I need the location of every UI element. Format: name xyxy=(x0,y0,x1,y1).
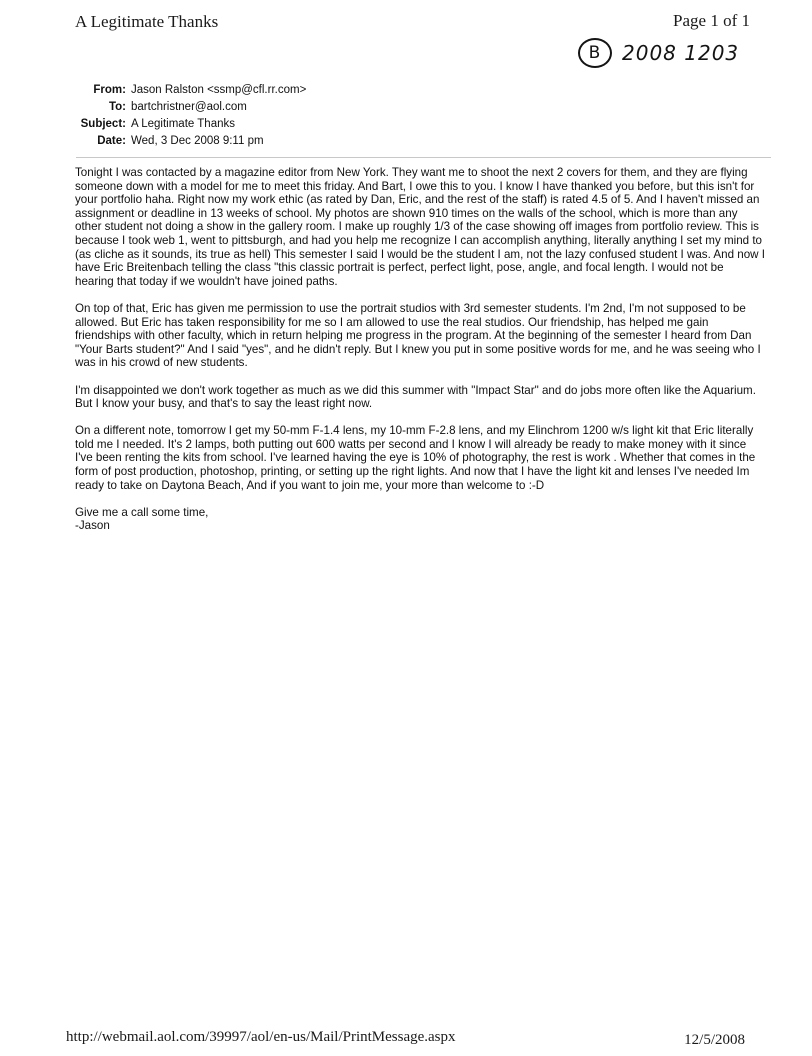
email-headers xyxy=(76,82,306,150)
email-body xyxy=(75,166,765,533)
print-page-title: A Legitimate Thanks xyxy=(75,12,219,31)
from-value: Jason Ralston <ssmp@cfl.rr.com> xyxy=(131,84,307,96)
to-row xyxy=(76,99,306,116)
date-value: Wed, 3 Dec 2008 9:11 pm xyxy=(131,135,264,147)
from-label: From: xyxy=(93,84,126,96)
handwritten-date: 2008 1203 xyxy=(622,41,740,65)
date-label: Date: xyxy=(97,135,126,147)
print-footer-url: http://webmail.aol.com/39997/aol/en-us/Mail/PrintMessage.aspx xyxy=(66,1029,456,1045)
subject-label: Subject: xyxy=(80,118,126,130)
closing-line: Give me a call some time, xyxy=(75,505,209,519)
to-value: bartchristner@aol.com xyxy=(131,101,247,113)
subject-value: A Legitimate Thanks xyxy=(131,118,235,130)
subject-row xyxy=(76,116,306,133)
body-paragraph: On a different note, tomorrow I get my 50-mm F-1.4 lens, my 10-mm F-2.8 lens, and my Elinchrom 1200 w/s light kit that Eric literally told me I needed. It's 2 lamps, both putting out 600 watts per second and I know I will already be ready to make money with it since I've been renting the kits from school. I've learned having the eye is 10% of photography, the rest is work . Whether that comes in the form of post production, photoshop, printing, or setting up the right lights. And now that I have the light kit and lenses I've needed Im ready to take on Daytona Beach, And if you want to join me, your more than welcome to :-D xyxy=(75,424,756,492)
body-paragraph: On top of that, Eric has given me permission to use the portrait studios with 3rd semester students. I'm 2nd, I'm not supposed to be allowed. But Eric has taken responsibility for me so I am allowed to use the real studios. Our friendship, has helped me gain friendships with other faculty, which in return helping me progress in the program. At the beginning of the semester I heard from Dan "Your Barts student?" And I said "yes", and he didn't reply. But I knew you put in some positive words for me, and he was seeing who I was in his crowd of new students. xyxy=(75,301,761,370)
print-footer-date: 12/5/2008 xyxy=(684,1032,745,1048)
signature: -Jason xyxy=(75,519,110,533)
from-row xyxy=(76,82,306,99)
body-paragraph: I'm disappointed we don't work together as much as we did this summer with "Impact Star" and do jobs more often like the Aquarium. But I know your busy, and that's to say the least right now. xyxy=(75,383,756,411)
date-row xyxy=(76,133,306,150)
to-label: To: xyxy=(108,101,126,113)
print-page-number: Page 1 of 1 xyxy=(673,11,750,30)
circled-letter: B xyxy=(578,38,612,68)
body-paragraph: Tonight I was contacted by a magazine editor from New York. They want me to shoot the next 2 covers for them, and they are flying someone down with a model for me to meet this friday. And Bart, I owe this to you. I know I have thanked you before, but this isn't for your portfolio haha. Right now my work ethic (as rated by Dan, Eric, and the rest of the staff) is rated 4.5 of 5. And I haven't missed an assignment or deadline in 13 weeks of school. My photos are shown 910 times on the walls of the school, which is more than any other student not doing a show in the gallery room. I make up roughly 1/3 of the case showing off images from portfolio review. This is because I took web 1, went to pittsburgh, and had you help me recognize I can accomplish anything, literally anything I set my mind to (as cliche as it sounds, its true as hell) This semester I said I would be the student I am, not the lazy confused student I was. And now I have Eric Breitenbach telling the class "this classic portrait is perfect, perfect light, pose, angle, and focal length. I would not be hearing that today if we wouldn't have joined paths. xyxy=(75,166,765,288)
header-divider xyxy=(76,157,771,158)
handwritten-annotation xyxy=(578,38,739,68)
